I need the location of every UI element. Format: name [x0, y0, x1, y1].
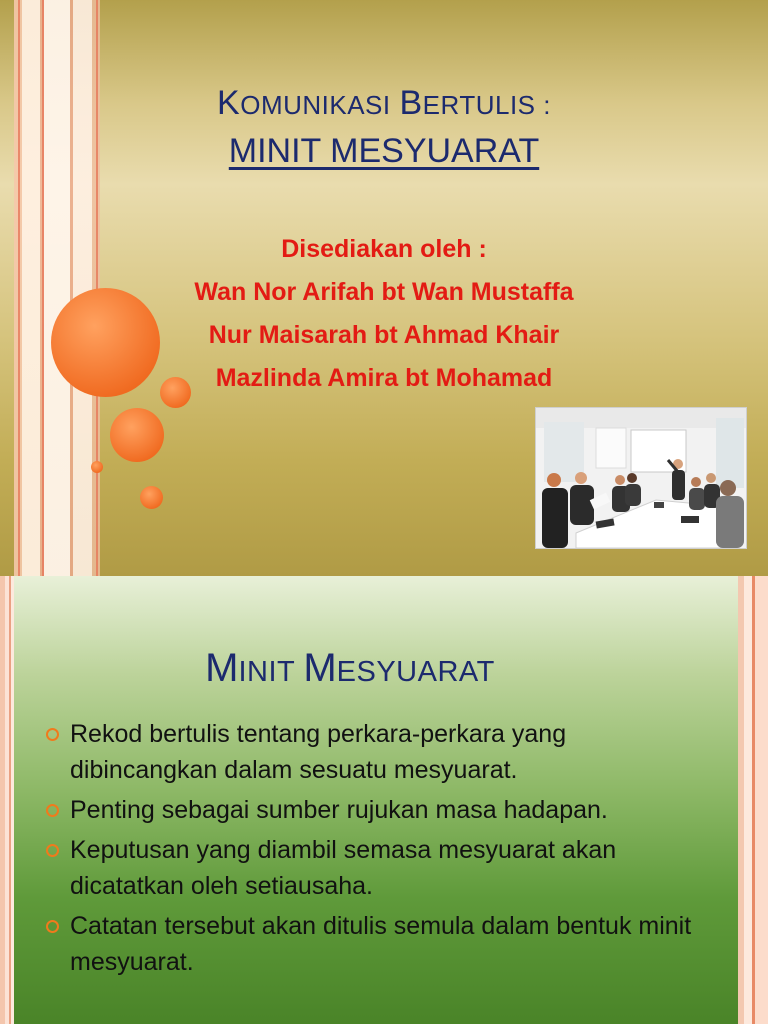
author-name: Mazlinda Amira bt Mohamad — [215, 364, 553, 392]
circle-bullet-icon — [46, 844, 59, 857]
circle-bullet-icon — [46, 804, 59, 817]
bullet-text: Penting sebagai sumber rujukan masa hadapan. — [70, 796, 608, 824]
bullet-text: Rekod bertulis tentang perkara-perkara yang dibincangkan dalam sesuatu mesyuarat. — [70, 720, 567, 784]
list-item — [46, 716, 696, 788]
circle-bullet-icon — [46, 920, 59, 933]
circle-bullet-icon — [46, 728, 59, 741]
slide-title: MINIT MESYUARAT — [205, 646, 495, 690]
meeting-photo — [535, 407, 747, 549]
content-slide — [0, 576, 768, 1024]
author-name: Nur Maisarah bt Ahmad Khair — [208, 321, 560, 349]
list-item — [46, 908, 696, 980]
bullet-list — [46, 716, 696, 984]
author-name: Wan Nor Arifah bt Wan Mustaffa — [194, 278, 574, 306]
prepared-by-block — [0, 228, 768, 400]
slide-title-line2: MINIT MESYUARAT — [228, 132, 540, 170]
decorative-stripes-left — [0, 576, 14, 1024]
list-item — [46, 792, 696, 828]
list-item — [46, 832, 696, 904]
bullet-text: Keputusan yang diambil semasa mesyuarat akan dicatatkan oleh setiausaha. — [70, 836, 617, 900]
prepared-label: Disediakan oleh : — [281, 235, 487, 263]
decorative-stripes-right — [738, 576, 768, 1024]
decorative-circle-tiny — [91, 461, 103, 473]
decorative-circle-medium — [110, 408, 164, 462]
bullet-text: Catatan tersebut akan ditulis semula dalam bentuk minit mesyuarat. — [70, 912, 692, 976]
slide-title-line1: KOMUNIKASI BERTULIS : — [217, 84, 551, 122]
decorative-circle-small — [140, 486, 163, 509]
